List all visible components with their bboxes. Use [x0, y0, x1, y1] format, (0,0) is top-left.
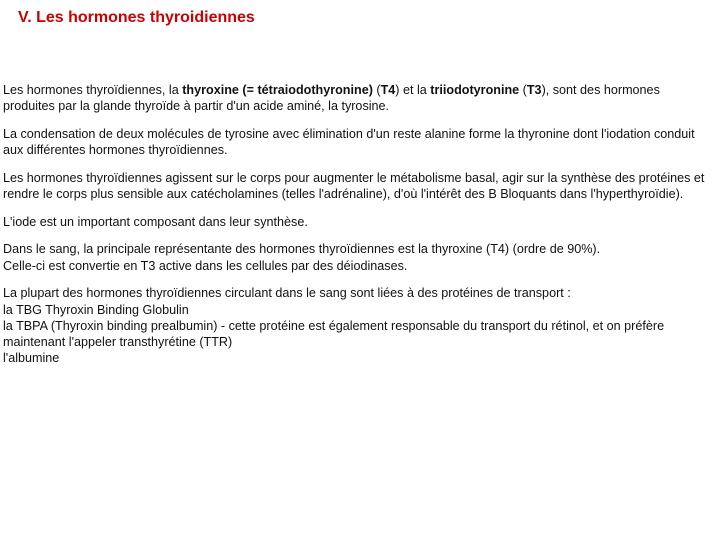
- text: ) et la: [395, 83, 431, 97]
- text-line: Celle-ci est convertie en T3 active dans les cellules par des déiodinases.: [3, 258, 408, 273]
- slide-body: [3, 82, 715, 378]
- term-triiodotyronine: triiodotyronine: [430, 83, 520, 97]
- paragraph-blood: [3, 241, 715, 273]
- paragraph-iode: L'iode est un important composant dans leur synthèse.: [3, 214, 308, 229]
- paragraph-intro: [3, 82, 715, 114]
- text-line: Dans le sang, la principale représentante des hormones thyroïdiennes est la thyroxine (T4) (ordre de 90%).: [3, 242, 601, 257]
- term-t3: T3: [526, 83, 542, 97]
- term-thyroxine: thyroxine (= tétraiodothyronine): [182, 83, 373, 97]
- text: ), sont des hormones produites par la glande thyroïde à partir d'un acide aminé, la tyrosine.: [3, 83, 660, 114]
- list-item: la TBG Thyroxin Binding Globulin: [3, 302, 189, 317]
- text: (: [372, 83, 381, 97]
- slide-title: V. Les hormones thyroidiennes: [18, 9, 255, 26]
- paragraph-effects: Les hormones thyroïdiennes agissent sur le corps pour augmenter le métabolisme basal, agir sur la synthèse des protéines et rendre le corps plus sensible aux catécholamines (telles l'adrénaline), d'où l'intérêt des B Bloquants dans l'hyperthyroïdie).: [3, 170, 705, 202]
- term-t4: T4: [380, 83, 396, 97]
- text-line: La plupart des hormones thyroïdiennes circulant dans le sang sont liées à des protéines de transport :: [3, 286, 571, 301]
- paragraph-condensation: La condensation de deux molécules de tyrosine avec élimination d'un reste alanine forme la thyronine dont l'iodation conduit aux différentes hormones thyroïdiennes.: [3, 126, 695, 158]
- list-item: la TBPA (Thyroxin binding prealbumin) - cette protéine est également responsable du transport du rétinol, et on préfère maintenant l'appeler transthyrétine (TTR): [3, 318, 665, 349]
- paragraph-transport: [3, 285, 715, 366]
- text: (: [519, 83, 527, 97]
- list-item: l'albumine: [3, 351, 60, 366]
- text: Les hormones thyroïdiennes, la: [3, 83, 183, 97]
